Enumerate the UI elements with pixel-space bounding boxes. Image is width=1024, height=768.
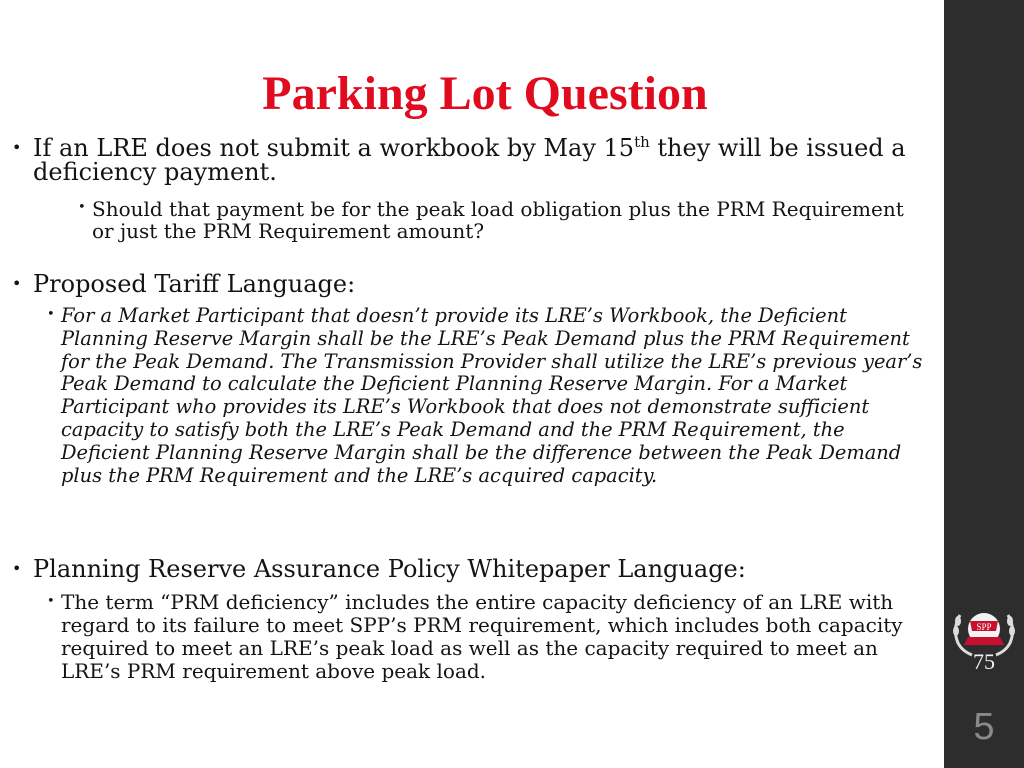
bullet-text: If an LRE does not submit a workbook by May 15th they will be issued a deficiency payment. [33,133,906,186]
sidebar [944,0,1024,768]
bullet-icon: • [12,138,22,157]
logo-number: 75 [973,649,995,674]
svg-text:SPP: SPP [976,622,992,632]
bullet-proposed-tariff: • Proposed Tariff Language: [12,270,356,298]
slide-title: Parking Lot Question [262,67,708,120]
spp-75th-anniversary-logo-icon [950,609,1018,681]
bullet-icon: • [12,559,22,578]
bullet-icon: • [47,594,55,609]
bullet-icon: • [12,274,22,293]
sub-bullet-payment-question: • Should that payment be for the peak load obligation plus the PRM Requirement or just the PRM Requirement amount? [78,197,904,243]
page-number: 5 [973,706,995,748]
bullet-workbook-question [12,133,917,186]
bullet-whitepaper-language: • Planning Reserve Assurance Policy Whitepaper Language: [12,555,746,583]
bullet-icon: • [47,307,55,322]
sub-bullet-tariff-language: • For a Market Participant that doesn’t provide its LRE’s Workbook, the Deficient Planning Reserve Margin shall be the LRE’s Peak Demand plus the PRM Requirement for the Peak Demand. The Transmission Provider shall utilize the LRE’s previous year’s Peak Demand to calculate the Deficient Planning Reserve Margin. For a Market Participant who provides its LRE’s Workbook that does not demonstrate sufficient capacity to satisfy both the LRE’s Peak Demand and the PRM Requirement, the Deficient Planning Reserve Margin shall be the difference between the Peak Demand plus the PRM Requirement and the LRE’s acquired capacity. [47,304,923,487]
bullet-icon: • [78,200,86,215]
sub-bullet-whitepaper-text: • The term “PRM deficiency” includes the entire capacity deficiency of an LRE with regard to its failure to meet SPP’s PRM requirement, which includes both capacity required to meet an LRE’s peak load as well as the capacity required to meet an LRE’s PRM requirement above peak load. [47,590,903,683]
